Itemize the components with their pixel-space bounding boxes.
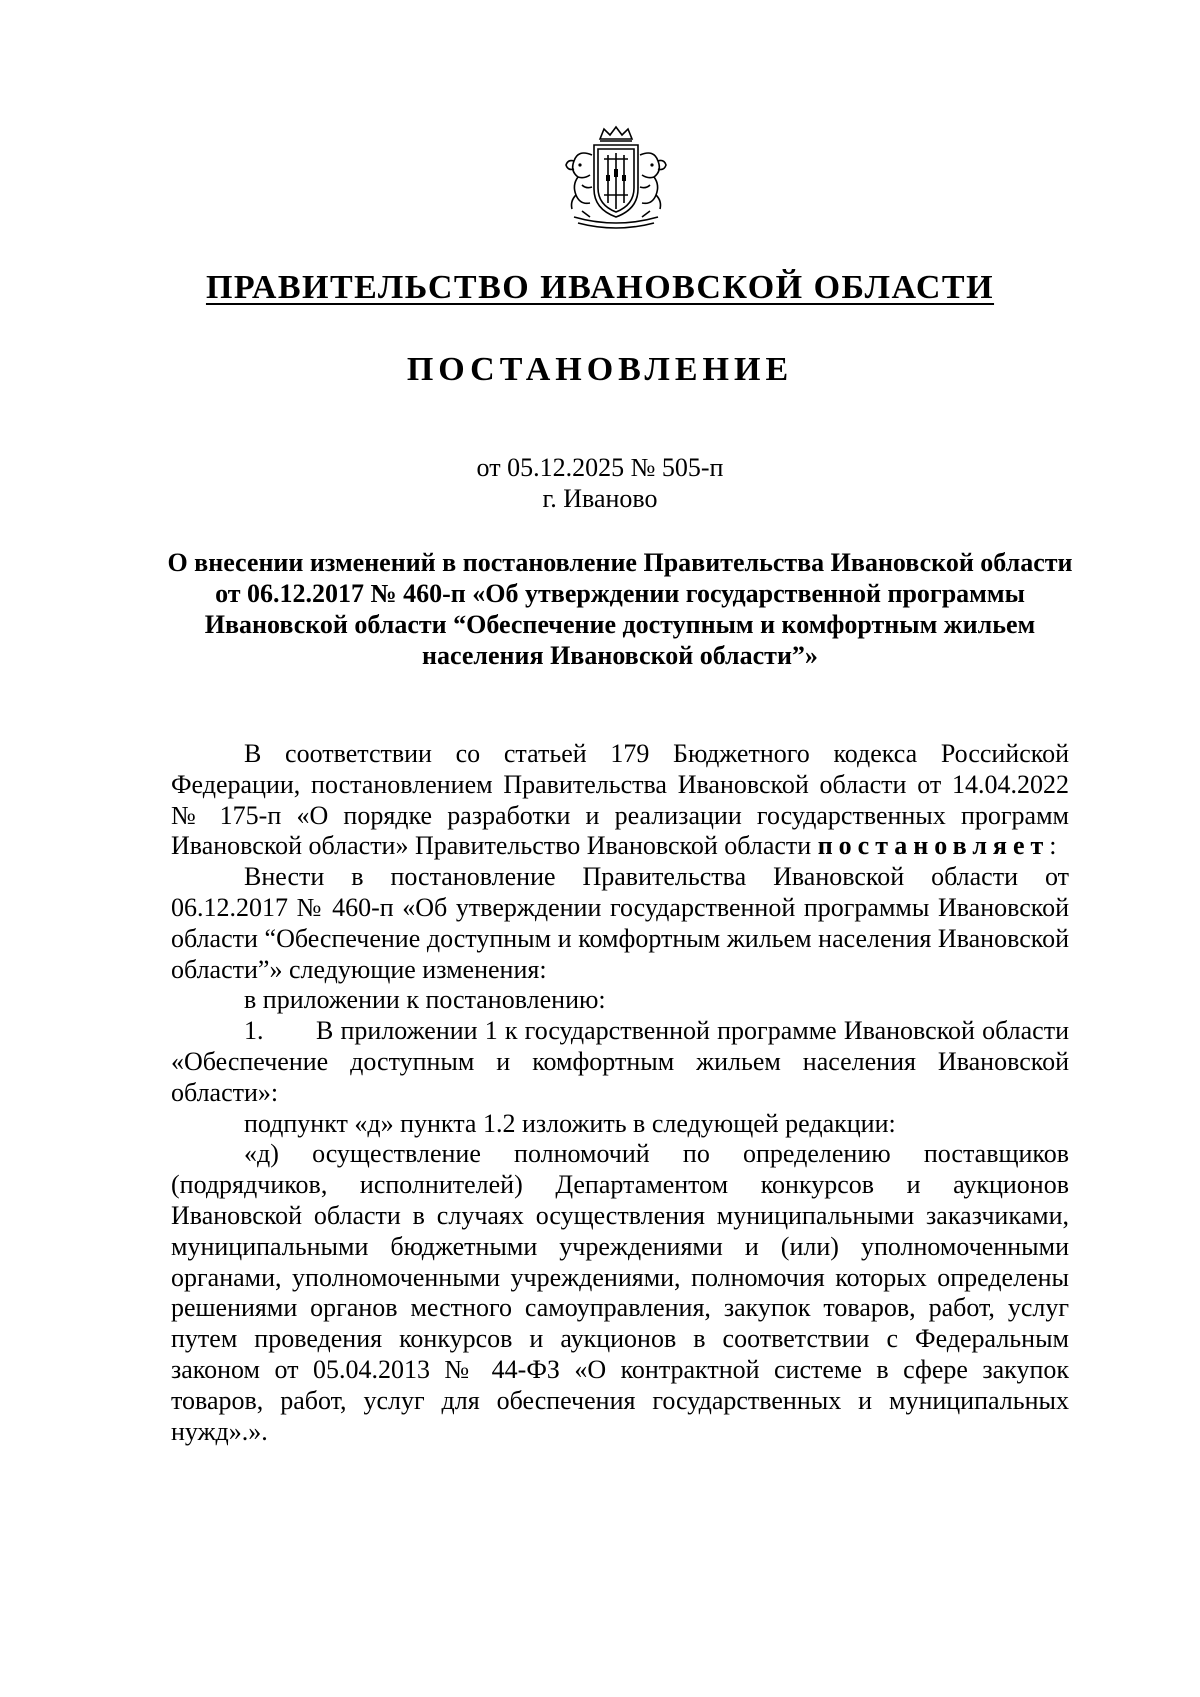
document-type-title: ПОСТАНОВЛЕНИЕ [406,351,794,388]
item-1-text: В приложении 1 к государственной программе Ивановской области «Обеспечение доступным и комфортным жильем населения Ивановской области»: [171,1016,1069,1107]
preamble-text: В соответствии со статьей 179 Бюджетного кодекса Российской Федерации, постановлением Правительства Ивановской области от 14.04.2022 № 175-п «О порядке разработки и реализации государственных программ Ивановской области» Правительство Ивановской области [171,739,1069,861]
coat-of-arms-emblem [560,125,672,233]
paragraph-subclause-text: «д) осуществление полномочий по определению поставщиков (подрядчиков, исполнителей) Департаментом конкурсов и аукционов Ивановской области в случаях осуществления муниципальными заказчиками, муниципальными бюджетными учреждениями и (или) уполномоченными органами, уполномоченными учреждениями, полномочия которых определены решениями органов местного самоуправления, закупок товаров, работ, услуг путем проведения конкурсов и аукционов в соответствии с Федеральным законом от 05.04.2013 № 44-ФЗ «О контрактной системе в сфере закупок товаров, работ, услуг для обеспечения государственных и муниципальных нужд».». [171,1139,1069,1446]
document-subject: О внесении изменений в постановление Правительства Ивановской области от 06.12.2017 № 460-п «Об утверждении государственной программы Ивановской области “Обеспечение доступным и комфортным жильем населения Ивановской области”» [167,548,1073,670]
document-date-number: от 05.12.2025 № 505-п [476,453,724,482]
document-body [171,739,1069,1447]
preamble-colon: : [1049,831,1057,861]
paragraph-item-1 [171,1016,1069,1108]
paragraph-preamble [171,739,1069,862]
document-city: г. Иваново [542,484,658,513]
item-number: 1. [244,1016,264,1046]
resolves-keyword: постановляет [817,831,1050,861]
paragraph-subclause-intro: подпункт «д» пункта 1.2 изложить в следующей редакции: [244,1108,896,1138]
government-title [0,268,1200,308]
paragraph-appendix-intro: в приложении к постановлению: [244,985,606,1015]
government-title-text: ПРАВИТЕЛЬСТВО ИВАНОВСКОЙ ОБЛАСТИ [205,269,995,306]
paragraph-amendment: Внести в постановление Правительства Ивановской области от 06.12.2017 № 460-п «Об утверждении государственной программы Ивановской области “Обеспечение доступным и комфортным жильем населения Ивановской области”» следующие изменения: [171,862,1069,984]
